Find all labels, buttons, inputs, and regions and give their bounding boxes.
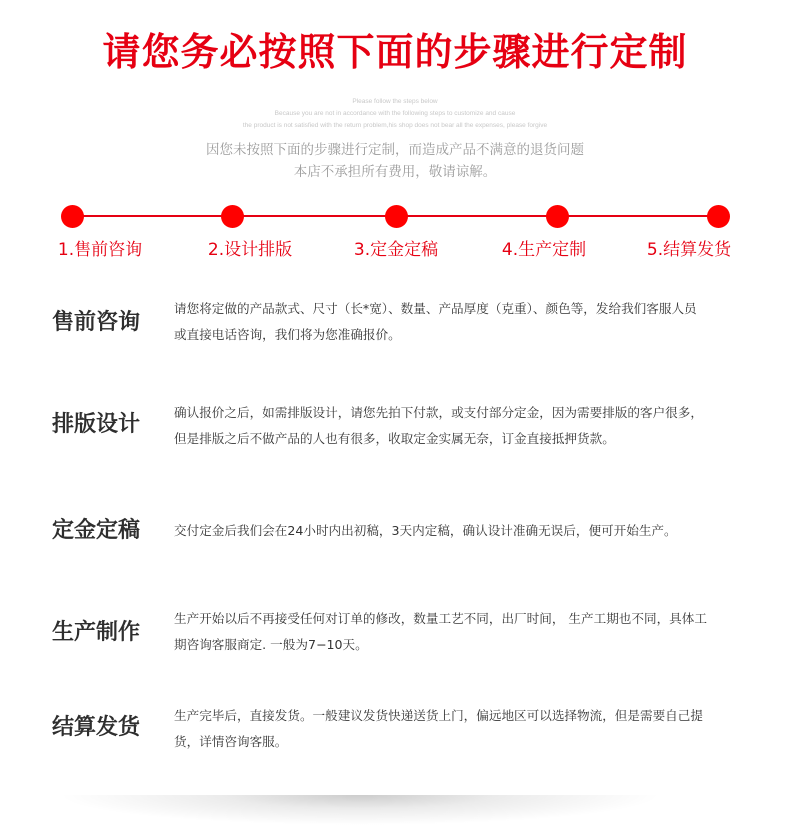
section-text-line: 生产完毕后，直接发货。一般建议发货快递送货上门，偏远地区可以选择物流，但是需要自己提 (174, 708, 703, 723)
step-label-4: 4.生产定制 (501, 240, 587, 260)
section-text-line: 货，详情咨询客服。 (174, 734, 288, 749)
chinese-notice-line: 因您未按照下面的步骤进行定制，而造成产品不满意的退货问题 (206, 142, 584, 158)
step-label-3: 3.定金定稿 (353, 240, 439, 260)
section-text (174, 703, 744, 755)
step-label-1: 1.售前咨询 (57, 240, 143, 260)
chinese-notice-line: 本店不承担所有费用，敬请谅解。 (293, 164, 497, 180)
section-title: 生产制作 (52, 620, 141, 645)
step-label-2: 2.设计排版 (207, 240, 293, 260)
bottom-shadow-divider (60, 795, 660, 825)
step-dot-icon (221, 205, 244, 228)
section-text (174, 400, 744, 452)
english-notice-line: Please follow the steps below (352, 98, 438, 105)
section-text-line: 期咨询客服商定. 一般为7−10天。 (174, 637, 368, 652)
step-dot-icon (385, 205, 408, 228)
section-text (174, 296, 744, 348)
section-text-line: 但是排版之后不做产品的人也有很多，收取定金实属无奈，订金直接抵押货款。 (174, 431, 615, 446)
step-label-5: 5.结算发货 (646, 240, 732, 260)
section-text-line: 生产开始以后不再接受任何对订单的修改，数量工艺不同，出厂时间， 生产工期也不同，具体工 (174, 611, 707, 626)
section-text-line: 或直接电话咨询，我们将为您准确报价。 (174, 327, 401, 342)
step-dot-icon (707, 205, 730, 228)
chinese-notice (0, 139, 790, 183)
step-dot-icon (546, 205, 569, 228)
section-text (174, 518, 744, 544)
section-text-line: 请您将定做的产品款式、尺寸（长*宽）、数量、产品厚度（克重）、颜色等，发给我们客服人员 (174, 301, 697, 316)
english-notice (0, 96, 790, 132)
section-text-line: 交付定金后我们会在24小时内出初稿，3天内定稿，确认设计准确无误后，便可开始生产。 (174, 523, 677, 538)
section-text (174, 606, 744, 658)
english-notice-line: the product is not satisfied with the return problem,his shop does not bear all the expenses, please forgive (242, 122, 548, 129)
step-dot-icon (61, 205, 84, 228)
section-title: 定金定稿 (52, 518, 141, 543)
section-title: 售前咨询 (52, 310, 141, 335)
section-text-line: 确认报价之后，如需排版设计，请您先拍下付款，或支付部分定金，因为需要排版的客户很多， (174, 405, 703, 420)
section-title: 排版设计 (52, 412, 141, 437)
process-timeline (0, 200, 790, 270)
english-notice-line: Because you are not in accordance with the following steps to customize and cause (274, 110, 516, 117)
section-title: 结算发货 (52, 715, 141, 740)
page-title: 请您务必按照下面的步骤进行定制 (102, 30, 688, 74)
